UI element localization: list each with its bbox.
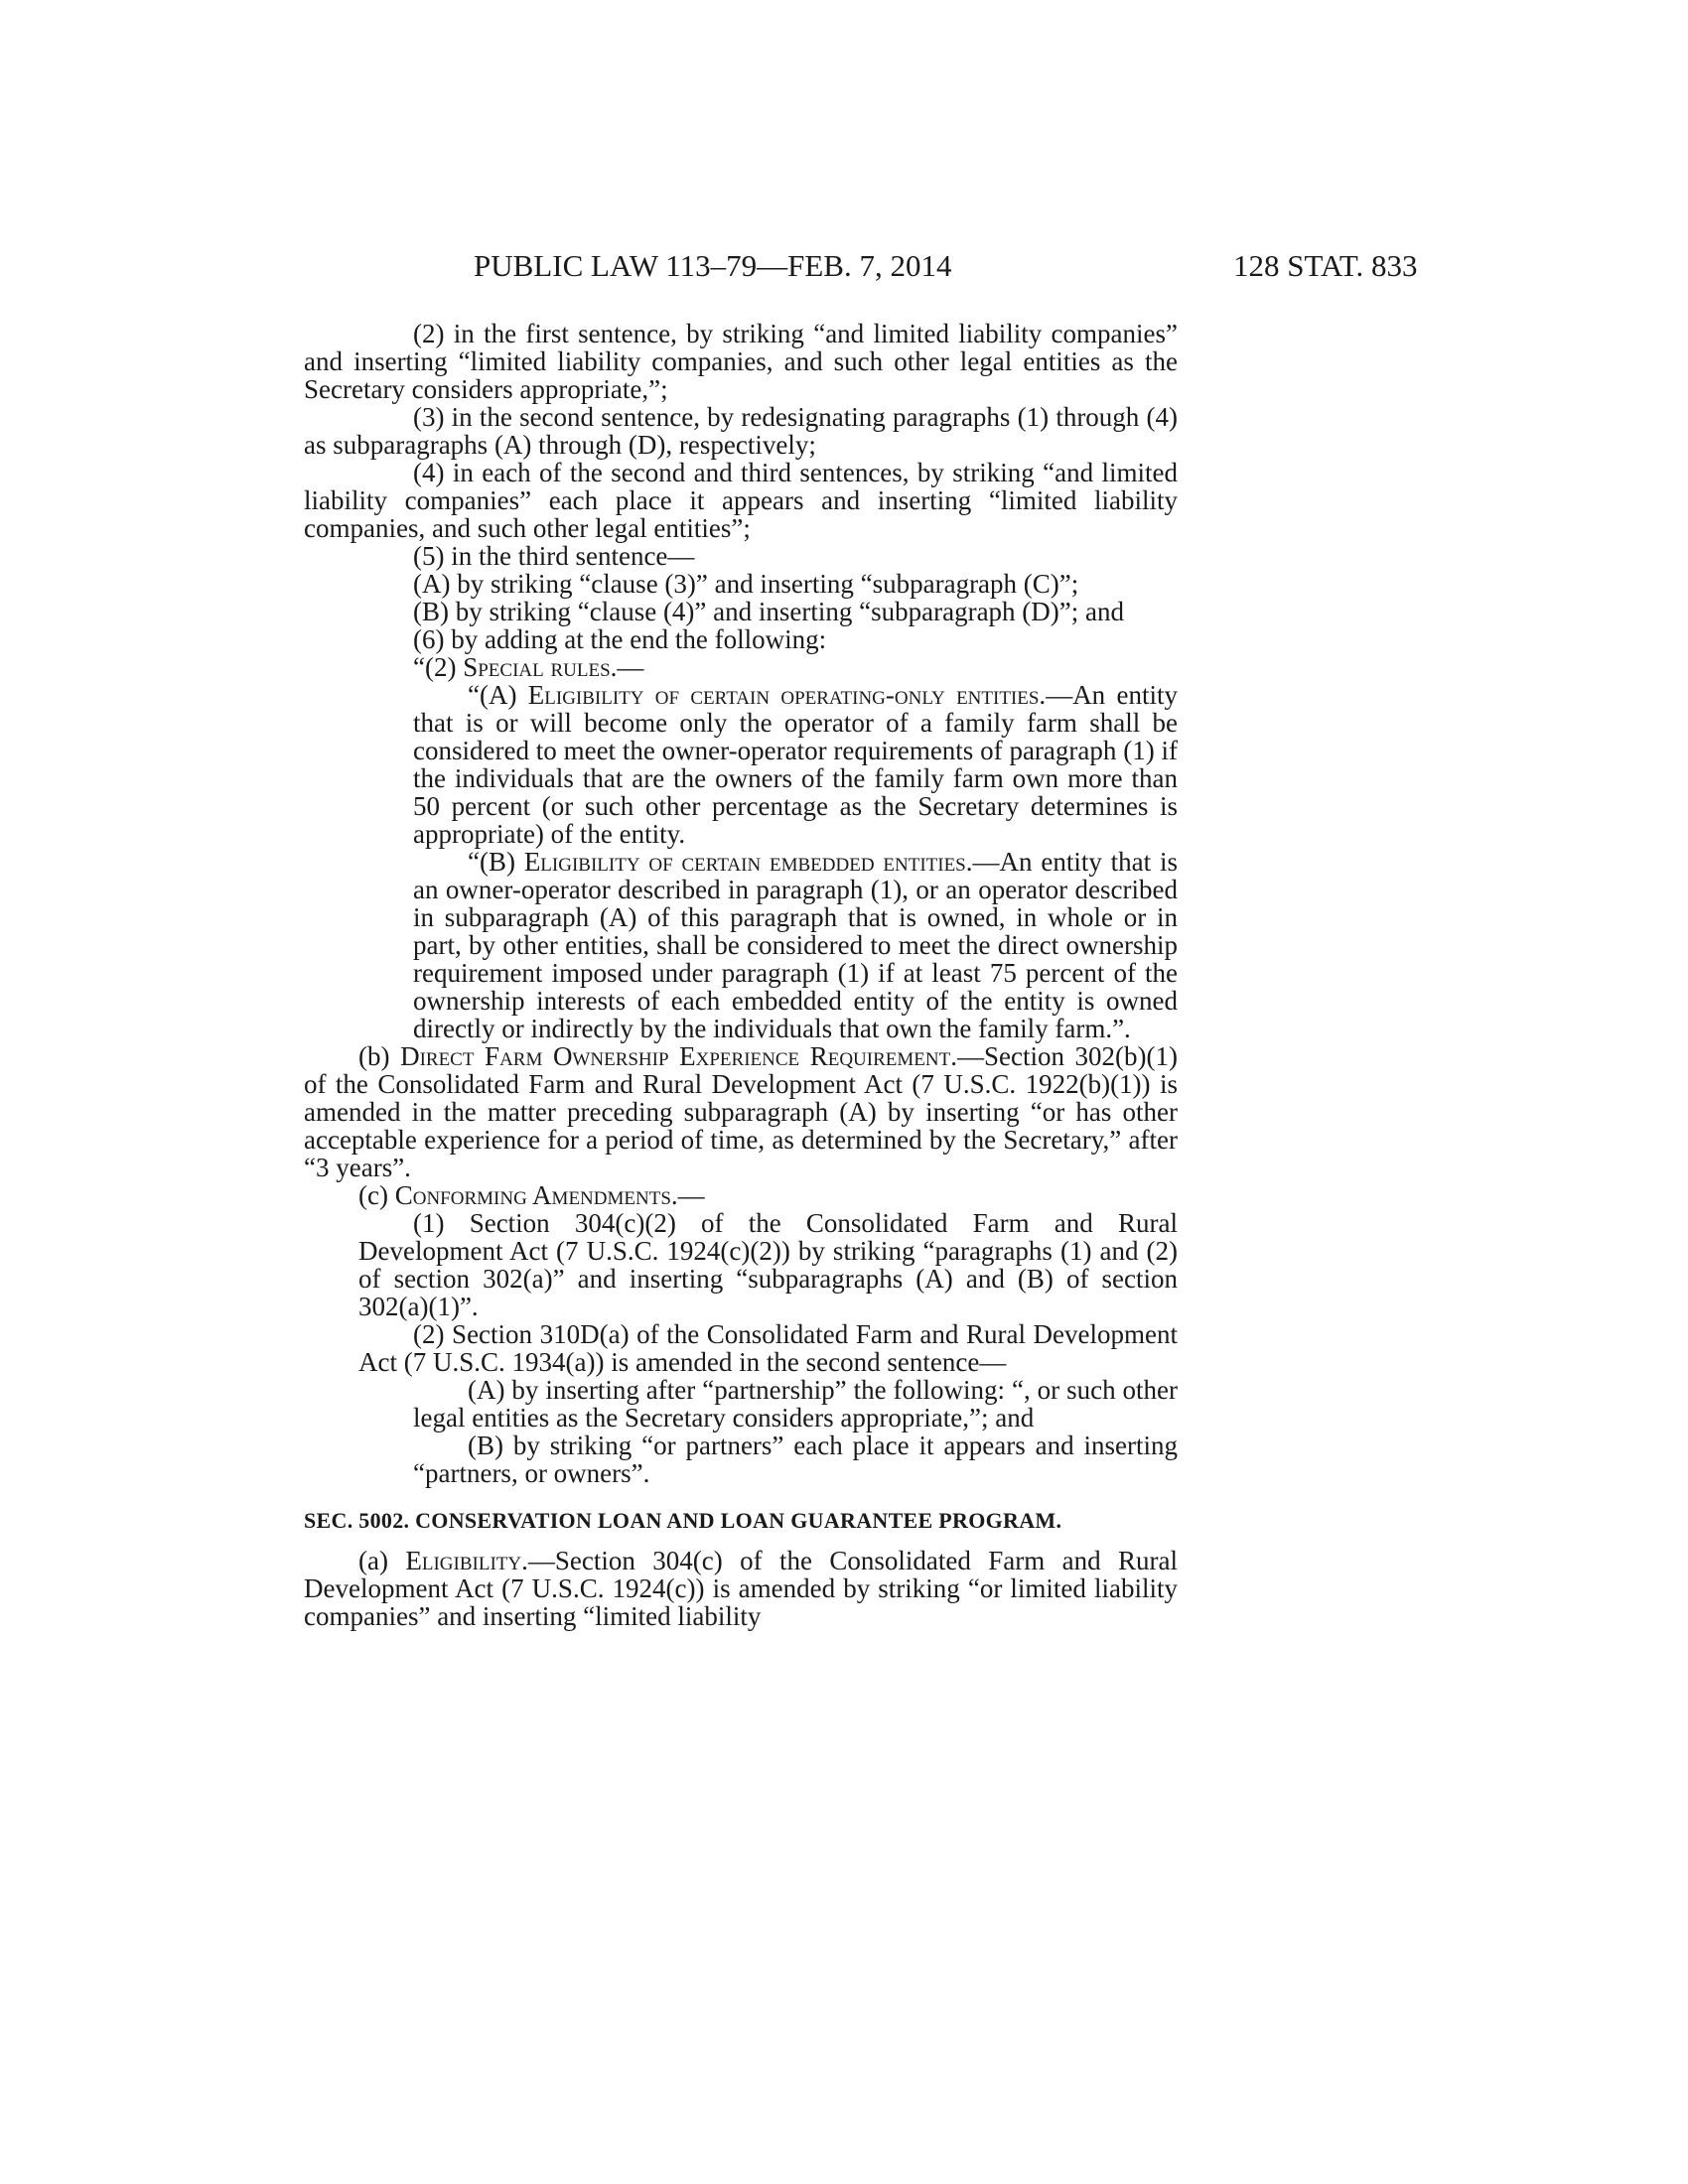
- subsection-c-2b: (B) by striking “or partners” each place it appears and inserting “partners, or owners”.: [413, 1431, 1178, 1488]
- subsection-c-2: (2) Section 310D(a) of the Consolidated Farm and Rural Development Act (7 U.S.C. 1934(a)) is amended in the second sentence—: [358, 1319, 1178, 1377]
- section-5002-a: [304, 1547, 1178, 1630]
- special-rules-title: Special rules.—: [463, 652, 644, 682]
- subsection-b-text: —Section 302(b)(1) of the Consolidated Farm and Rural Development Act (7 U.S.C. 1922(b)(1)) is amended in the matter preceding subparagraph (A) by inserting “or has other acceptable experience for a period of time, as determined by the Secretary,” after “3 years”.: [304, 1041, 1179, 1182]
- section-5002-a-lead: (a): [358, 1546, 406, 1575]
- section-5002-a-text: —Section 304(c) of the Consolidated Farm and Rural Development Act (7 U.S.C. 1924(c)) is amended by striking “or limited liability companies” and inserting “limited liability: [304, 1546, 1179, 1631]
- subsection-c-heading: Conforming Amendments.: [394, 1180, 678, 1210]
- special-rules-heading: [304, 653, 1178, 681]
- paragraph-6: (6) by adding at the end the following:: [413, 624, 827, 654]
- rule-a-lead: “(A): [468, 680, 528, 710]
- subsection-c-1: (1) Section 304(c)(2) of the Consolidated Farm and Rural Development Act (7 U.S.C. 1924(c)(2)) by striking “paragraphs (1) and (2) of section 302(a)” and inserting “subparagraphs (A) and (B) of section 302(a)(1)”.: [358, 1208, 1178, 1321]
- running-head: PUBLIC LAW 113–79—FEB. 7, 2014: [474, 248, 952, 283]
- paragraph-5: (5) in the third sentence—: [413, 541, 695, 571]
- page-header: [0, 246, 1688, 286]
- rule-a: [304, 681, 1178, 848]
- section-heading: SEC. 5002. CONSERVATION LOAN AND LOAN GUARANTEE PROGRAM.: [304, 1508, 1062, 1533]
- subsection-c-2a: (A) by inserting after “partnership” the following: “, or such other legal entities as the Secretary considers appropriate,”; and: [413, 1375, 1178, 1433]
- special-rules-lead: “(2): [413, 652, 464, 682]
- subparagraph-5b: (B) by striking “clause (4)” and inserting “subparagraph (D)”; and: [413, 597, 1125, 626]
- rule-a-text: —An entity that is or will become only the operator of a family farm shall be considered to meet the owner-operator requirements of paragraph (1) if the individuals that are the owners of the family farm own more than 50 percent (or such other percentage as the Secretary determines is appropriate) of the entity.: [413, 680, 1178, 849]
- paragraph-4: (4) in each of the second and third sentences, by striking “and limited liability companies” each place it appears and inserting “limited liability companies, and such other legal entities”;: [304, 458, 1178, 543]
- rule-a-heading: Eligibility of certain operating-only entities.: [527, 680, 1047, 710]
- subsection-b-heading: Direct Farm Ownership Experience Requirement.: [400, 1041, 957, 1071]
- subparagraph-5a: (A) by striking “clause (3)” and inserting “subparagraph (C)”;: [413, 569, 1079, 599]
- rule-b-lead: “(B): [468, 847, 524, 877]
- subsection-c: [304, 1181, 1178, 1209]
- paragraph-2: (2) in the first sentence, by striking “and limited liability companies” and inserting “limited liability companies, and such other legal entities as the Secretary considers appropriate,”;: [304, 319, 1178, 404]
- document-body: [304, 320, 1178, 1630]
- subsection-b: [304, 1042, 1178, 1181]
- paragraph-3: (3) in the second sentence, by redesignating paragraphs (1) through (4) as subparagraphs (A) through (D), respectively;: [304, 402, 1178, 460]
- page-citation: 128 STAT. 833: [1233, 248, 1418, 283]
- rule-b: [304, 848, 1178, 1042]
- rule-b-heading: Eligibility of certain embedded entities.: [523, 847, 973, 877]
- subsection-c-lead: (c): [358, 1180, 395, 1210]
- subsection-c-text: —: [677, 1180, 705, 1210]
- rule-b-text: —An entity that is an owner-operator described in paragraph (1), or an operator described in subparagraph (A) of this paragraph that is owned, in whole or in part, by other entities, shall be considered to meet the direct ownership requirement imposed under paragraph (1) if at least 75 percent of the ownership interests of each embedded entity of the entity is owned directly or indirectly by the individuals that own the family farm.”.: [413, 847, 1178, 1043]
- subsection-b-lead: (b): [358, 1041, 401, 1071]
- section-5002-a-heading: Eligibility.: [405, 1546, 528, 1575]
